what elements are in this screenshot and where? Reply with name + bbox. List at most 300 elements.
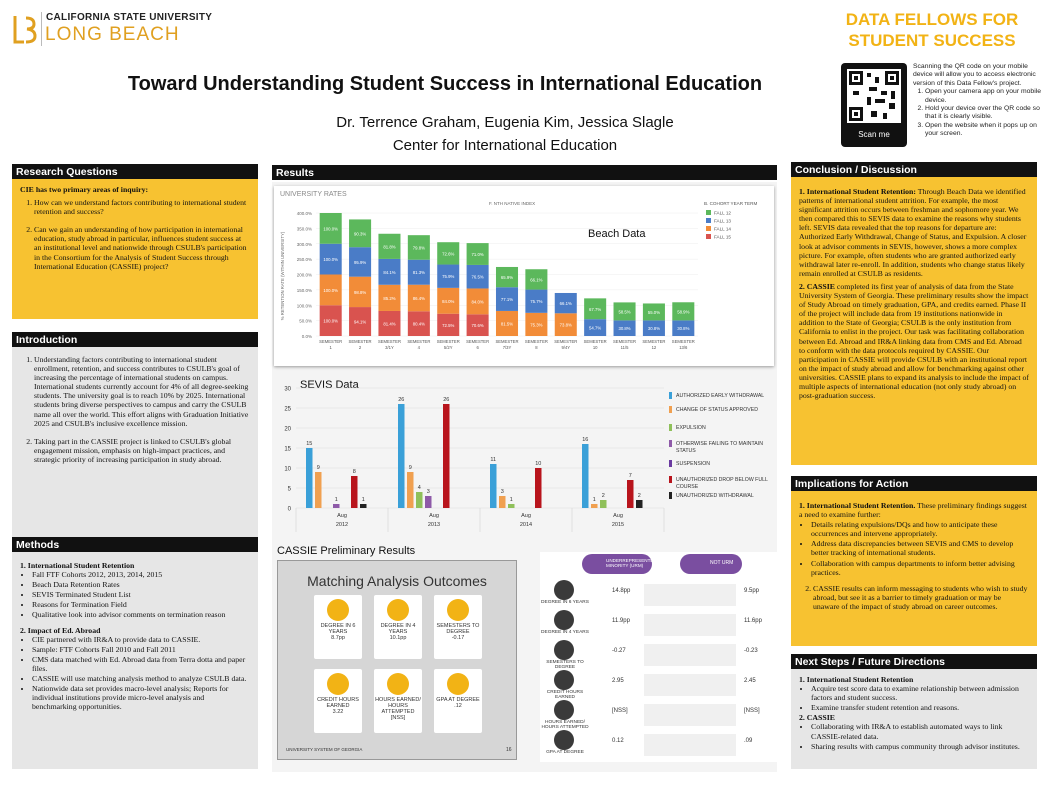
legend-swatch [669, 392, 672, 399]
y-tick-label: 25 [284, 406, 291, 413]
data-label: 94.1% [353, 319, 367, 325]
poster-title: Toward Understanding Student Success in International Education [127, 73, 763, 95]
urm-comparison-image [540, 552, 780, 762]
beach-data-chart [274, 186, 774, 366]
section-body [12, 347, 258, 537]
y-tick-label: 350.0% [296, 226, 312, 232]
matching-analysis-title: Matching Analysis Outcomes [307, 573, 487, 589]
urm-value: -0.27 [612, 648, 626, 654]
x-tick-label: SEMESTER [319, 339, 343, 344]
section-body [12, 179, 258, 319]
data-label: 30.8% [677, 326, 690, 332]
research-questions-section [12, 164, 258, 319]
legend-label: OTHERWISE FAILING TO MAINTAIN [676, 441, 763, 447]
outcome-card [374, 669, 422, 733]
description-block [644, 584, 736, 606]
credit-icon [327, 673, 349, 695]
fellows-line-1: DATA FELLOWS FOR [845, 10, 1019, 29]
card-value: 10.1pp [389, 635, 407, 641]
legend-label: FALL 12 [714, 210, 731, 216]
methods-subheading: 1. International Student Retention [20, 561, 135, 570]
x-tick-label: 7/3Y [502, 345, 512, 350]
y-tick-label: 200.0% [296, 272, 312, 278]
methods-subheading: 2. Impact of Ed. Abroad [20, 625, 101, 635]
bar [398, 404, 405, 508]
section-heading: Research Questions [12, 164, 258, 179]
card-name: DEGREE IN 6 YEARS [320, 623, 356, 635]
x-tick-label: SEMESTER [377, 339, 401, 344]
urm-value: 11.9pp [612, 618, 630, 624]
list-item: • Reasons for Termination Field [32, 600, 250, 609]
data-label: 75.3% [530, 322, 543, 328]
outcome-card [434, 595, 482, 659]
data-label: 84.0% [442, 298, 455, 304]
qr-step: 2. Hold your device over the QR code so that it is clearly visible. [925, 105, 1045, 122]
department: Center for International Education [392, 137, 618, 154]
section-heading: Conclusion / Discussion [791, 162, 1037, 177]
list-item: • Fall FTF Cohorts 2012, 2013, 2014, 2015 [32, 570, 250, 579]
data-label: 95.9% [353, 259, 367, 265]
bar [416, 492, 423, 508]
x-tick-label: Aug [613, 513, 623, 519]
y-tick-label: 300.0% [296, 241, 312, 247]
data-label: 100.0% [323, 257, 338, 263]
list-item: • CIE partnered with IR&A to provide data to CASSIE. [32, 635, 250, 644]
data-label: 3 [500, 489, 504, 495]
outcome-icon [554, 580, 574, 600]
y-tick-label: 5 [287, 486, 291, 493]
beach-data-label: Beach Data [588, 228, 646, 240]
slide-page-number: 16 [506, 747, 512, 753]
list-item: • Acquire test score data to examine relationship between admission factors and student success. [811, 684, 1029, 702]
qr-step: 3. Open the website when it pops up on your screen. [925, 122, 1045, 139]
bar [535, 468, 542, 508]
next-list-1 [799, 684, 1029, 712]
data-label: 10 [535, 461, 542, 467]
data-label: 76.5% [471, 274, 484, 280]
data-label: 90.3% [353, 231, 367, 237]
y-tick-label: 0 [287, 506, 291, 513]
data-label: 11 [490, 457, 497, 463]
list-item: • Sample: FTF Cohorts Fall 2010 and Fall 2011 [32, 645, 250, 654]
list-item: • Examine transfer student retention and reasons. [811, 703, 1029, 712]
data-label: 2 [601, 493, 605, 499]
next-subheading: 2. CASSIE [799, 713, 835, 723]
sevis-chart-svg [274, 384, 774, 534]
x-tick-label: 2013 [427, 522, 441, 528]
implications-list-2 [799, 584, 1029, 611]
not-urm-value: 2.45 [744, 678, 756, 684]
card-value: .12 [454, 703, 462, 709]
urm-value: [NSS] [612, 708, 628, 714]
bar [315, 472, 322, 508]
data-label: 66.1% [559, 301, 572, 307]
data-label: 16 [582, 437, 589, 443]
card-value: [NSS] [390, 715, 406, 721]
outcome-icon [554, 730, 574, 750]
fellows-line-2: STUDENT SUCCESS [848, 31, 1016, 50]
bar [600, 500, 607, 508]
x-tick-label: SEMESTER [466, 339, 490, 344]
x-tick-label: SEMESTER [671, 339, 695, 344]
outcome-icon [554, 700, 574, 720]
urm-row [540, 668, 780, 702]
sevis-data-chart [274, 384, 774, 534]
legend-label: UNAUTHORIZED DROP BELOW FULL [676, 477, 768, 483]
data-label: 9 [408, 465, 412, 471]
list-item: 2. CASSIE results can inform messaging to students who wish to study abroad, but see it as a barrier to timely graduation or may be unaware of the impact of study abroad on career outcomes. [813, 584, 1029, 611]
list-item: • Details relating expulsions/DQs and how to anticipate these occurrences and intervene appropriately. [811, 520, 1029, 538]
x-tick-label: Aug [337, 513, 347, 519]
x-tick-label: SEMESTER [495, 339, 519, 344]
legend-title: B. COHORT YEAR TERM [704, 201, 758, 206]
x-tick-label: 2012 [335, 522, 349, 528]
section-body [791, 491, 1037, 646]
usg-footer: UNIVERSITY SYSTEM OF GEORGIA [286, 747, 363, 752]
list-item: • Address data discrepancies between SEVIS and CMS to develop better tracking of international students. [811, 539, 1029, 557]
bar [351, 476, 358, 508]
next-steps-section [791, 654, 1037, 769]
x-tick-label: 9/4Y [561, 345, 571, 350]
data-label: 98.8% [353, 289, 367, 295]
data-label: 8 [352, 469, 356, 475]
results-section [272, 165, 777, 180]
urm-value: 14.8pp [612, 588, 631, 594]
qr-step: 1. Open your camera app on your mobile device. [925, 88, 1045, 105]
data-label: 58.9% [677, 309, 690, 315]
data-label: 3 [426, 489, 430, 495]
outcome-name: DEGREE IN 4 YEARS [541, 630, 589, 635]
x-tick-label: Aug [521, 513, 531, 519]
urm-value: 2.95 [612, 678, 624, 684]
cassie-label: CASSIE Preliminary Results [277, 545, 416, 557]
legend-swatch [669, 476, 672, 483]
data-label: 26 [398, 397, 405, 403]
legend-label: AUTHORIZED EARLY WITHDRAWAL [676, 393, 765, 399]
x-tick-label: 2015 [611, 522, 625, 528]
authors: Dr. Terrence Graham, Eugenia Kim, Jessica Slagle [336, 114, 674, 131]
y-tick-label: 30 [284, 386, 291, 393]
data-label: 81.8% [383, 244, 396, 250]
card-name: CREDIT HOURS EARNED [317, 697, 359, 709]
section-heading: Results [272, 165, 777, 180]
methods-list-1 [20, 570, 250, 619]
matching-analysis-image [277, 560, 517, 760]
data-label: 75.9% [442, 274, 455, 280]
implications-section [791, 476, 1037, 646]
sevis-data-label: SEVIS Data [300, 379, 359, 391]
data-label: 15 [306, 441, 313, 447]
data-label: 77.1% [500, 297, 514, 303]
card-value: 3.22 [332, 709, 344, 715]
card-name: SEMESTERS TO DEGREE [436, 623, 480, 635]
qr-intro: Scanning the QR code on your mobile device will allow you to access electronic version of this Data Fellow's project. [913, 63, 1036, 87]
x-tick-label: 4 [417, 345, 421, 350]
data-label: 85.2% [383, 295, 396, 301]
data-label: 1 [361, 497, 365, 503]
research-question: 2. Can we gain an understanding of how participation in international education, study abroad in particular, influences student success at an institutional level and nationwide through CSULB's participation in the Consortium for the Analysis of Student Success through International Education (CASSIE) project? [34, 225, 250, 270]
data-label: 75.7% [530, 299, 543, 305]
card-name: DEGREE IN 4 YEARS [380, 623, 416, 635]
outcome-card [314, 669, 362, 733]
outcome-name: CREDIT HOURS EARNED [546, 690, 584, 700]
data-label: 67.7% [589, 306, 602, 312]
x-tick-label: SEMESTER [613, 339, 637, 344]
description-block [644, 734, 736, 756]
data-label: 79.8% [412, 245, 425, 251]
implications-list [799, 520, 1029, 577]
data-label: 30.8% [647, 326, 661, 332]
list-item: • Qualitative look into advisor comments on termination reason [32, 610, 250, 619]
data-label: 65.9% [500, 275, 514, 281]
hours-icon [387, 673, 409, 695]
data-label: 26 [443, 397, 450, 403]
y-tick-label: 0.0% [301, 334, 312, 339]
card-value: 8.7pp [331, 635, 345, 641]
research-list [20, 198, 250, 271]
data-label: 86.4% [412, 295, 425, 301]
bar [443, 404, 450, 508]
bar [627, 480, 634, 508]
lead: 1. International Student Retention. [799, 501, 916, 510]
implications-paragraph-1 [799, 501, 1029, 519]
bar [407, 472, 414, 508]
data-label: 70.6% [471, 323, 484, 329]
data-label: 100.0% [323, 226, 338, 232]
x-tick-label: 11/5 [620, 345, 629, 350]
y-tick-label: 20 [284, 426, 291, 433]
legend-swatch [706, 226, 711, 231]
x-tick-label: 6 [476, 345, 479, 350]
y-tick-label: 50.0% [299, 318, 312, 324]
calendar-icon [447, 599, 469, 621]
not-urm-value: 11.6pp [744, 618, 762, 624]
bar [333, 504, 340, 508]
legend-label: FALL 15 [714, 234, 731, 240]
outcome-card [314, 595, 362, 659]
x-tick-label: 8 [535, 345, 538, 350]
x-tick-label: 10 [592, 345, 598, 350]
legend-label: EXPULSION [676, 425, 706, 431]
research-question: 1. How can we understand factors contributing to international student retention and success? [34, 198, 250, 216]
data-label: 80.4% [412, 321, 425, 327]
graduation-cap-icon [327, 599, 349, 621]
data-label: 72.6% [442, 251, 455, 257]
data-label: 84.1% [383, 269, 396, 275]
section-body [791, 177, 1037, 465]
legend-swatch [669, 440, 672, 447]
not-urm-value: [NSS] [744, 708, 760, 714]
data-label: 84.0% [471, 299, 484, 305]
outcome-name: DEGREE IN 6 YEARS [541, 600, 589, 605]
urm-row [540, 608, 780, 642]
x-tick-label: 12 [651, 345, 657, 350]
outcome-icon [554, 670, 574, 690]
qr-scan-label: Scan me [858, 130, 890, 139]
x-tick-label: SEMESTER [407, 339, 431, 344]
legend-label: STATUS [676, 448, 696, 454]
x-tick-label: SEMESTER [642, 339, 666, 344]
urm-row [540, 728, 780, 762]
outcome-name: HOURS EARNED/ HOURS ATTEMPTED [541, 720, 589, 730]
bar [360, 504, 367, 508]
bar [425, 496, 432, 508]
y-tick-label: 150.0% [296, 287, 312, 293]
qr-steps [913, 88, 1045, 138]
list-item: • SEVIS Terminated Student List [32, 590, 250, 599]
research-intro: CIE has two primary areas of inquiry: [20, 185, 149, 194]
data-label: 55.0% [647, 309, 661, 315]
section-heading: Implications for Action [791, 476, 1037, 491]
card-value: -0.17 [451, 635, 465, 641]
data-label: 72.5% [442, 322, 455, 328]
y-tick-label: 100.0% [296, 303, 312, 309]
legend-swatch [669, 406, 672, 413]
methods-section [12, 537, 258, 769]
qr-code[interactable] [841, 63, 907, 147]
not-urm-header: NOT URM [680, 554, 742, 574]
legend-label: CHANGE OF STATUS APPROVED [676, 407, 758, 413]
outcome-card [374, 595, 422, 659]
x-tick-label: 5/2Y [443, 345, 453, 350]
urm-row [540, 698, 780, 732]
section-body [791, 669, 1037, 769]
x-tick-label: SEMESTER [436, 339, 460, 344]
list-item: • Nationwide data set provides macro-level analysis; Reports for individual institutions provide micro-level analysis and benchmarking opportunities. [32, 684, 250, 711]
bar [499, 496, 506, 508]
outcome-name: SEMESTERS TO DEGREE [546, 660, 584, 670]
data-label: 4 [417, 485, 421, 491]
data-label: 1 [592, 497, 596, 503]
bar [508, 504, 515, 508]
data-label: 100.0% [323, 287, 338, 293]
list-item: • Collaboration with campus departments to inform better advising practices. [811, 559, 1029, 577]
legend-label: UNAUTHORIZED WITHDRAWAL [676, 493, 754, 499]
x-tick-label: SEMESTER [583, 339, 607, 344]
introduction-section [12, 332, 258, 537]
list-item: • CMS data matched with Ed. Abroad data from Terra dotta and paper files. [32, 655, 250, 673]
description-block [644, 674, 736, 696]
conclusion-paragraph-2 [799, 282, 1029, 400]
university-name-bottom: LONG BEACH [45, 24, 180, 45]
legend-swatch [706, 210, 711, 215]
data-label: 30.8% [618, 326, 631, 332]
section-heading: Next Steps / Future Directions [791, 654, 1037, 669]
urm-header: UNDERREPRESENTED MINORITY (URM) [582, 554, 652, 574]
x-tick-label: SEMESTER [524, 339, 548, 344]
not-urm-value: .09 [744, 738, 753, 744]
urm-row [540, 578, 780, 612]
x-tick-label: 1 [329, 345, 332, 350]
intro-list [20, 355, 250, 464]
legend-label: FALL 13 [714, 218, 731, 224]
data-label: 1 [509, 497, 513, 503]
next-list-2 [799, 722, 1029, 750]
beach-chart-svg [274, 186, 774, 366]
y-axis-label: % RETENTION RATE (WITHIN UNIVERSITY) [280, 231, 285, 321]
chart-subtitle: F. NTH NATIVE INDEX [489, 201, 536, 206]
urm-row [540, 638, 780, 672]
x-tick-label: SEMESTER [348, 339, 372, 344]
not-urm-value: -0.23 [744, 648, 758, 654]
qr-pattern [847, 69, 901, 123]
legend-swatch [669, 460, 672, 467]
methods-list-2 [20, 635, 250, 712]
legend-label: COURSE [676, 484, 699, 490]
graduation-cap-icon [387, 599, 409, 621]
chart-title: UNIVERSITY RATES [280, 191, 347, 198]
outcome-card [434, 669, 482, 733]
urm-value: 0.12 [612, 738, 624, 744]
next-subheading: 1. International Student Retention [799, 675, 914, 684]
bar [490, 464, 497, 508]
data-label: 9 [316, 465, 320, 471]
text: These preliminary findings suggest a need to examine further: [799, 501, 1027, 520]
bar [306, 448, 313, 508]
intro-paragraph: 1. Understanding factors contributing to international student enrollment, retention, and success contributes to CSULB's goal of increasing the percentage of international students on campus. International students currently account for 4% of all degree-seeking students. The university goal is to reach 10% by 2025. International students bring diverse perspectives to campus and carry the CSULB name all over the world. This effort aligns with Graduation Initiative 2025 and CSULB's inclusive excellence mission. [34, 355, 250, 428]
logo-divider [41, 12, 42, 46]
legend-label: SUSPENSION [676, 461, 711, 467]
not-urm-value: 9.5pp [744, 588, 760, 594]
x-tick-label: Aug [429, 513, 439, 519]
bar [591, 504, 598, 508]
intro-paragraph: 2. Taking part in the CASSIE project is linked to CSULB's global engagement mission, emphasis on high-impact practices, and strategic priority of increasing participation in study abroad. [34, 437, 250, 464]
conclusion-section [791, 162, 1037, 465]
data-label: 54.7% [589, 325, 602, 331]
legend-swatch [669, 492, 672, 499]
data-label: 7 [628, 473, 632, 479]
x-tick-label: SEMESTER [554, 339, 578, 344]
card-name: GPA AT DEGREE [436, 697, 480, 703]
data-label: 1 [334, 497, 338, 503]
y-tick-label: 10 [284, 466, 291, 473]
text: Through Beach Data we identified patterns of international student attrition. For example, the most significant attrition occurs between freshman and sophomore year. We then compared this to SEVIS data to examine the reasons why students left. SEVIS data revealed that the top reasons for departure are: Authorized Early Withdrawal, Change of Status, and Expulsion. A closer look at advisor comments in SEVIS, however, shows a more complex picture. For example, often students who are granted authorized early withdrawal later re-enroll. In addition, students who change status likely remain enrolled at CSULB as residents. [799, 187, 1027, 278]
outcome-icon [554, 640, 574, 660]
data-label: 81.5% [500, 321, 514, 327]
data-fellows-title [822, 9, 1042, 51]
x-tick-label: 13/6 [679, 345, 688, 350]
data-label: 2 [637, 493, 641, 499]
data-label: 66.1% [530, 277, 543, 283]
description-block [644, 614, 736, 636]
legend-swatch [706, 218, 711, 223]
data-label: 81.3% [412, 270, 425, 276]
gpa-icon [447, 673, 469, 695]
x-tick-label: 2 [358, 345, 362, 350]
qr-instructions [913, 63, 1045, 139]
csulb-logo-mark [12, 14, 38, 46]
list-item: • Beach Data Retention Rates [32, 580, 250, 589]
y-tick-label: 15 [284, 446, 291, 453]
bar [582, 444, 589, 508]
card-name: HOURS EARNED/ HOURS ATTEMPTED [375, 697, 421, 715]
list-item: • Collaborating with IR&A to establish automated ways to link CASSIE-related data. [811, 722, 1029, 740]
y-tick-label: 250.0% [296, 257, 312, 263]
section-body [12, 552, 258, 769]
data-label: 71.0% [471, 252, 484, 258]
bar [636, 500, 643, 508]
legend-swatch [669, 424, 672, 431]
list-item: • Sharing results with campus community through advisor institutes. [811, 742, 1029, 751]
lead: 1. International Student Retention: [799, 187, 916, 196]
x-tick-label: 3/1Y [385, 345, 394, 350]
y-tick-label: 400.0% [296, 211, 312, 216]
data-label: 58.5% [618, 309, 631, 315]
data-label: 100.0% [323, 318, 338, 324]
list-item: • CASSIE will use matching analysis method to analyze CSULB data. [32, 674, 250, 683]
section-heading: Introduction [12, 332, 258, 347]
legend-label: FALL 14 [714, 226, 731, 232]
